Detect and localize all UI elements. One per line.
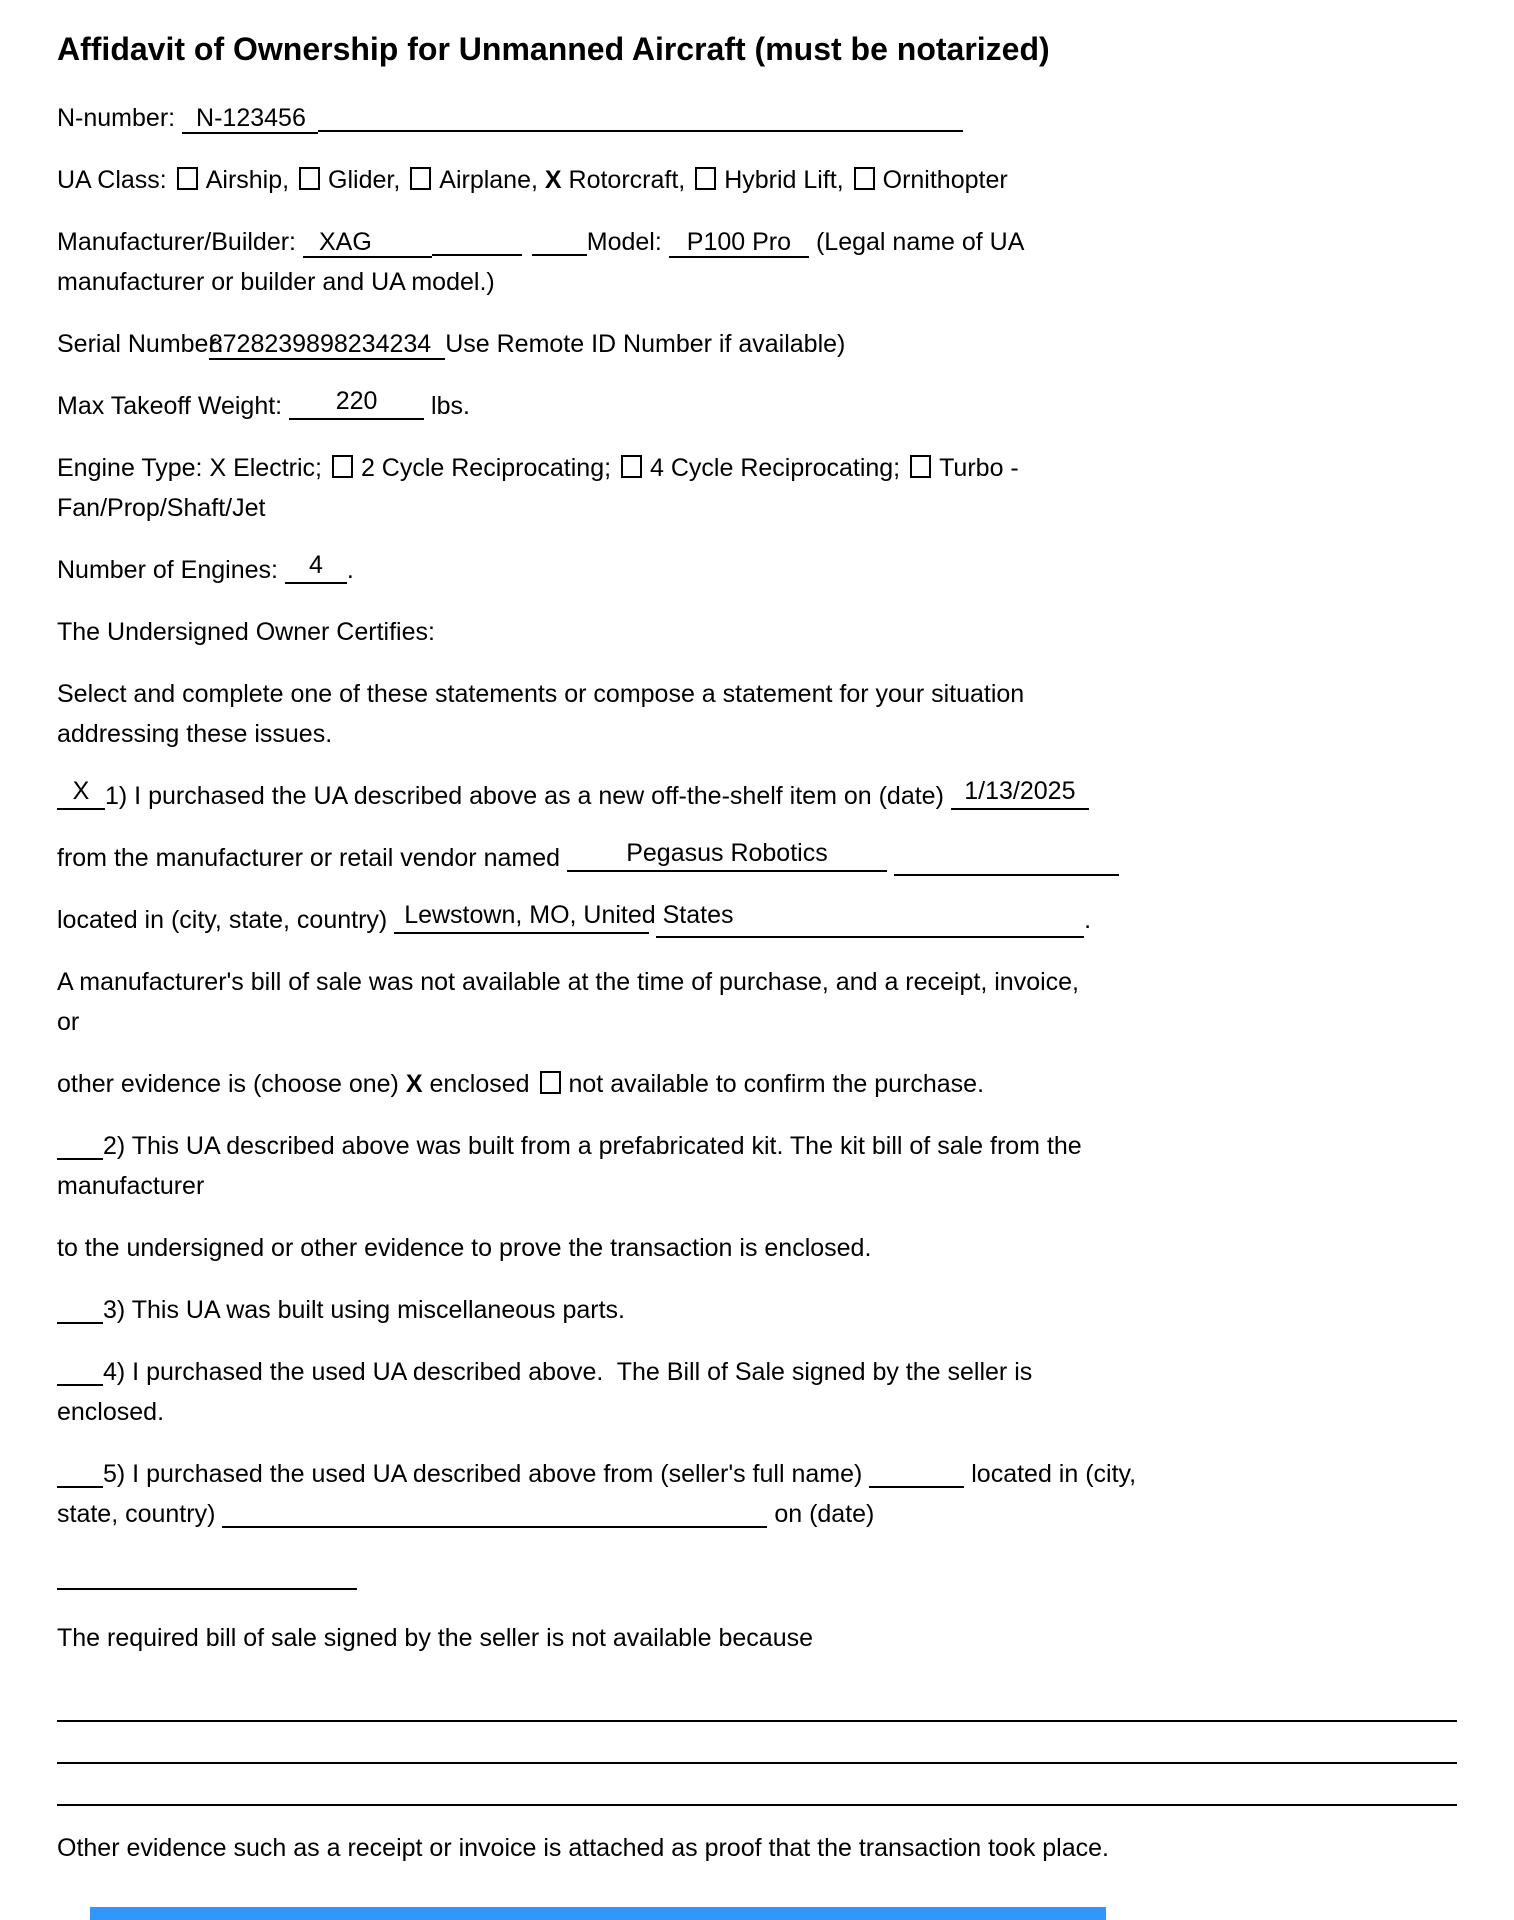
purchase-date-value: 1/13/2025	[964, 777, 1076, 805]
checkbox-turbo[interactable]	[910, 455, 931, 478]
n-number-row	[57, 98, 1457, 138]
statement4-select-blank[interactable]	[57, 1383, 103, 1386]
statement1-text: 1) I purchased the UA described above as a new off-the-shelf item on (date)	[105, 782, 944, 810]
checkbox-ornithopter[interactable]	[854, 167, 875, 190]
statement2-line2: manufacturer	[57, 1172, 205, 1200]
manufacturer-blank[interactable]	[432, 253, 522, 256]
instructions-line2: addressing these issues.	[57, 720, 333, 748]
seller-location-blank[interactable]	[222, 1525, 767, 1528]
manufacturer-field[interactable]: XAG	[303, 228, 432, 258]
certifies-heading: The Undersigned Owner Certifies:	[57, 618, 435, 646]
statement5-line1: 5) I purchased the used UA described above from (seller's full name)	[103, 1460, 863, 1488]
engine-type-line2: Fan/Prop/Shaft/Jet	[57, 494, 266, 522]
statement3-line1: 3) This UA was built using miscellaneous parts.	[103, 1296, 625, 1324]
statement2-continuation: to the undersigned or other evidence to prove the transaction is enclosed.	[57, 1234, 872, 1262]
ua-class-option-label: Rotorcraft,	[568, 166, 686, 194]
seller-date-blank[interactable]	[57, 1587, 357, 1590]
x-mark-electric[interactable]: X	[209, 454, 227, 482]
engines-field[interactable]	[285, 551, 347, 584]
reason-blank-lines	[57, 1680, 1457, 1806]
location-blank2[interactable]	[656, 935, 1084, 938]
n-number-label: N-number:	[57, 104, 176, 132]
manufacturer-blank2[interactable]	[532, 253, 587, 256]
location-field[interactable]	[394, 901, 734, 934]
engine-type-row	[57, 448, 1457, 528]
ua-class-option-label: Airplane,	[439, 166, 538, 194]
serial-field[interactable]: 8728239898234234	[209, 330, 445, 360]
vendor-row	[57, 838, 1457, 878]
engines-label: Number of Engines:	[57, 556, 278, 584]
weight-value: 220	[335, 387, 378, 415]
x-mark-enclosed[interactable]: X	[405, 1070, 423, 1098]
selection-highlight	[90, 1907, 1106, 1920]
weight-field[interactable]	[289, 387, 424, 420]
blank-line[interactable]	[57, 1722, 1457, 1764]
location-period: .	[1084, 906, 1092, 934]
page-title: Affidavit of Ownership for Unmanned Aircraft (must be notarized)	[57, 31, 1050, 67]
statement4-line1: 4) I purchased the used UA described above. The Bill of Sale signed by the seller is	[103, 1358, 1033, 1386]
engine-type-label: Engine Type:	[57, 454, 203, 482]
weight-unit: lbs.	[431, 392, 470, 420]
statement2-row	[57, 1126, 1457, 1206]
weight-label: Max Takeoff Weight:	[57, 392, 283, 420]
location-value: Lewstown, MO, United States	[404, 901, 734, 929]
blank-line[interactable]	[57, 1680, 1457, 1722]
ua-class-option-label: Hybrid Lift,	[724, 166, 844, 194]
vendor-location-row	[57, 900, 1457, 940]
checkbox-4cycle[interactable]	[621, 455, 642, 478]
ua-class-option-label: Airship,	[205, 166, 290, 194]
checkbox-not-available[interactable]	[540, 1071, 561, 1094]
checkbox-glider[interactable]	[299, 167, 320, 190]
manufacturer-note: (Legal name of UA	[815, 228, 1025, 256]
bill-availability-line2: or	[57, 1008, 80, 1036]
statement5-line1-suffix: located in (city,	[971, 1460, 1137, 1488]
engine-option-label: Electric;	[233, 454, 322, 482]
ua-class-option-label: Glider,	[328, 166, 401, 194]
vendor-field[interactable]	[567, 839, 887, 872]
instructions	[57, 674, 1457, 754]
checkbox-airship[interactable]	[177, 167, 198, 190]
seller-name-blank[interactable]	[869, 1485, 964, 1488]
engine-option-label: Turbo -	[939, 454, 1019, 482]
statement5-select-blank[interactable]	[57, 1485, 103, 1488]
statement2-select-blank[interactable]	[57, 1157, 103, 1160]
statement5-line2-label: state, country)	[57, 1500, 216, 1528]
statement5-row	[57, 1454, 1457, 1534]
evidence-prefix: other evidence is (choose one)	[57, 1070, 399, 1098]
bill-not-available-text: The required bill of sale signed by the seller is not available because	[57, 1624, 814, 1652]
n-number-field[interactable]: N-123456	[182, 104, 318, 134]
engines-row	[57, 550, 1457, 590]
engine-option-label: 2 Cycle Reciprocating;	[360, 454, 612, 482]
n-number-blank[interactable]	[318, 129, 963, 132]
statement1-select-blank[interactable]	[57, 777, 105, 810]
checkbox-hybrid-lift[interactable]	[695, 167, 716, 190]
vendor-value: Pegasus Robotics	[626, 839, 828, 867]
closing-text: Other evidence such as a receipt or invoice is attached as proof that the transaction took place.	[57, 1834, 1109, 1862]
checkbox-airplane[interactable]	[410, 167, 431, 190]
engines-value: 4	[308, 551, 323, 579]
weight-row	[57, 386, 1457, 426]
evidence-not-available-label: not available to confirm the purchase.	[568, 1070, 985, 1098]
engines-period: .	[346, 556, 354, 584]
model-label: Model:	[586, 228, 662, 256]
ua-class-row	[57, 160, 1457, 200]
serial-row	[57, 324, 1457, 364]
ua-class-option-label: Ornithopter	[882, 166, 1008, 194]
x-mark-rotorcraft[interactable]: X	[544, 166, 562, 194]
statement1-row	[57, 776, 1457, 816]
statement1-x-mark: X	[72, 777, 90, 805]
blank-line[interactable]	[57, 1764, 1457, 1806]
engine-option-label: 4 Cycle Reciprocating;	[650, 454, 901, 482]
purchase-date-field[interactable]	[951, 777, 1089, 810]
evidence-enclosed-label: enclosed	[429, 1070, 530, 1098]
statement4-line2: enclosed.	[57, 1398, 165, 1426]
manufacturer-row	[57, 222, 1457, 302]
location-label: located in (city, state, country)	[57, 906, 388, 934]
vendor-label: from the manufacturer or retail vendor named	[57, 844, 561, 872]
bill-availability-line1: A manufacturer's bill of sale was not available at the time of purchase, and a receipt, invoice,	[57, 968, 1079, 996]
serial-label: Serial Number:	[57, 330, 224, 358]
instructions-line1: Select and complete one of these statements or compose a statement for your situation	[57, 680, 1025, 708]
statement4-row	[57, 1352, 1457, 1432]
evidence-row	[57, 1064, 1457, 1104]
seller-date-blank-row	[57, 1556, 1457, 1596]
vendor-blank2[interactable]	[894, 873, 1119, 876]
statement2-line1: 2) This UA described above was built from a prefabricated kit. The kit bill of sale from the	[103, 1132, 1082, 1160]
manufacturer-note-line2: manufacturer or builder and UA model.)	[57, 268, 495, 296]
model-field[interactable]: P100 Pro	[669, 228, 809, 258]
ua-class-label: UA Class:	[57, 166, 167, 194]
statement3-row	[57, 1290, 1457, 1330]
checkbox-2cycle[interactable]	[332, 455, 353, 478]
statement5-line2-suffix: on (date)	[774, 1500, 875, 1528]
manufacturer-label: Manufacturer/Builder:	[57, 228, 297, 256]
serial-note: Use Remote ID Number if available)	[445, 330, 846, 358]
statement3-select-blank[interactable]	[57, 1321, 103, 1324]
bill-availability-text	[57, 962, 1457, 1042]
